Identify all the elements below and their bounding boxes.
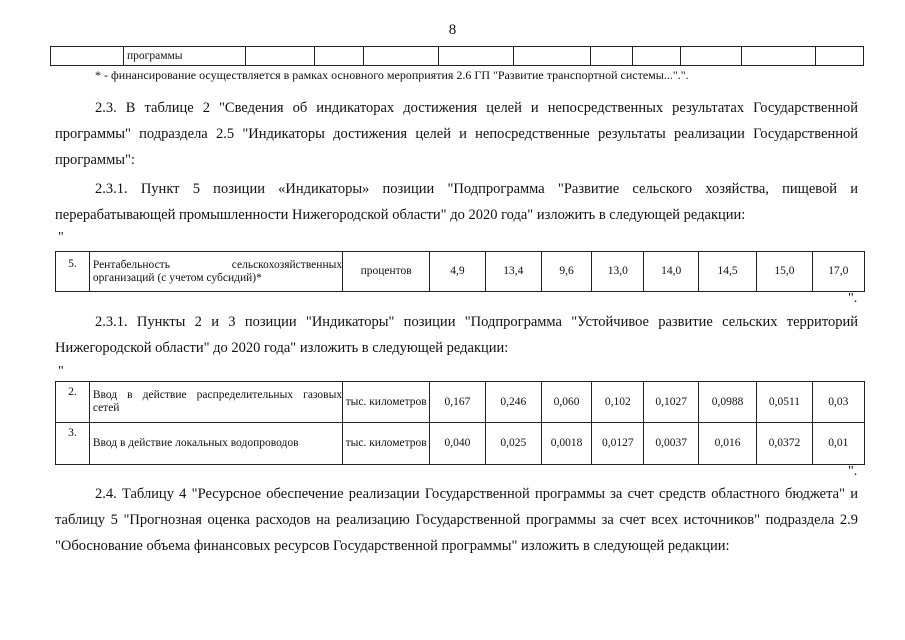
value-cell: 17,0 — [812, 252, 864, 292]
open-quote-2: " — [58, 364, 64, 379]
top-table-cell — [816, 47, 864, 66]
top-table-cell — [632, 47, 681, 66]
page-number: 8 — [448, 22, 457, 38]
top-table — [50, 46, 864, 66]
paragraph-2-4: 2.4. Таблицу 4 "Ресурсное обеспечение реализации Государственной программы за счет средств областного бюджета" и таблицу 5 "Прогнозная оценка расходов на реализацию Государственной программы за счет всех источников" подраздела 2.9 "Обоснование объема финансовых ресурсов Государственной программы" изложить в следующей редакции: — [55, 486, 858, 554]
open-quote-1: " — [58, 230, 64, 245]
top-table-label: программы — [124, 47, 246, 66]
value-cell: 14,0 — [644, 252, 698, 292]
top-table-cell — [439, 47, 514, 66]
value-cell: 0,167 — [430, 382, 485, 423]
indicator-unit: тыс. километров — [343, 423, 430, 465]
top-table-cell — [514, 47, 590, 66]
value-cell: 0,040 — [430, 423, 485, 465]
top-table-cell — [315, 47, 364, 66]
table-row — [56, 382, 865, 423]
indicator-unit: тыс. километров — [343, 382, 430, 423]
value-cell: 0,0511 — [757, 382, 812, 423]
indicator-name: Ввод в действие локальных водопроводов — [89, 423, 342, 465]
value-cell: 0,060 — [541, 382, 591, 423]
indicator-unit: процентов — [343, 252, 430, 292]
top-table-cell — [742, 47, 816, 66]
row-number: 5. — [56, 252, 90, 292]
top-table-cell — [590, 47, 632, 66]
paragraph-2-3-1a: 2.3.1. Пункт 5 позиции «Индикаторы» позиции "Подпрограмма "Развитие сельского хозяйства, пищевой и перерабатывающей промышленности Нижегородской области" до 2020 года" изложить в следующей редакции: — [55, 181, 858, 223]
value-cell: 0,016 — [698, 423, 756, 465]
value-cell: 0,0372 — [757, 423, 812, 465]
value-cell: 9,6 — [541, 252, 591, 292]
value-cell: 0,0988 — [698, 382, 756, 423]
indicator-name: Ввод в действие распределительных газовых сетей — [89, 382, 342, 423]
value-cell: 0,0037 — [644, 423, 698, 465]
paragraph-2-3-1b: 2.3.1. Пункты 2 и 3 позиции "Индикаторы" позиции "Подпрограмма "Устойчивое развитие сельских территорий Нижегородской области" до 2020 года" изложить в следующей редакции: — [55, 314, 858, 356]
close-quote-1: ". — [848, 291, 858, 306]
value-cell: 13,4 — [485, 252, 541, 292]
value-cell: 0,025 — [485, 423, 541, 465]
value-cell: 0,0018 — [541, 423, 591, 465]
top-table-cell — [245, 47, 315, 66]
value-cell: 14,5 — [698, 252, 756, 292]
top-table-cell — [364, 47, 439, 66]
value-cell: 0,102 — [592, 382, 644, 423]
indicator-table-2 — [55, 381, 865, 465]
row-number: 3. — [56, 423, 90, 465]
value-cell: 0,0127 — [592, 423, 644, 465]
value-cell: 15,0 — [757, 252, 812, 292]
value-cell: 13,0 — [592, 252, 644, 292]
value-cell: 0,1027 — [644, 382, 698, 423]
top-table-cell — [51, 47, 124, 66]
paragraph-2-3: 2.3. В таблице 2 "Сведения об индикаторах достижения целей и непосредственных результатах Государственной программы" подраздела 2.5 "Индикаторы достижения целей и непосредственные результаты реализации Государственной программы": — [55, 100, 858, 168]
value-cell: 0,246 — [485, 382, 541, 423]
top-table-cell — [681, 47, 742, 66]
close-quote-2: ". — [848, 464, 858, 479]
row-number: 2. — [56, 382, 90, 423]
value-cell: 0,01 — [812, 423, 864, 465]
indicator-table-1 — [55, 251, 865, 292]
value-cell: 0,03 — [812, 382, 864, 423]
table-row — [56, 423, 865, 465]
indicator-name: Рентабельность сельскохозяйственных организаций (с учетом субсидий)* — [89, 252, 342, 292]
value-cell: 4,9 — [430, 252, 485, 292]
footnote: * - финансирование осуществляется в рамках основного мероприятия 2.6 ГП "Развитие транспортной системы...".". — [95, 68, 689, 82]
